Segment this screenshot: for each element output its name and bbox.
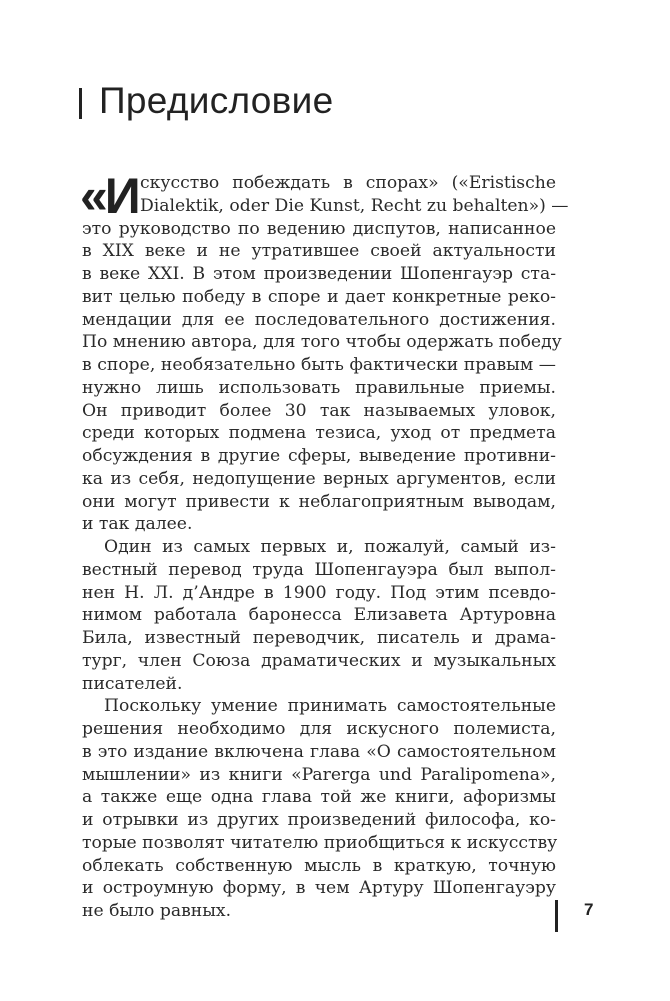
text-line: Он приводит более 30 так называемых уловок,: [82, 400, 556, 421]
text-line: в XIX веке и не утратившее своей актуальности: [82, 241, 556, 262]
text-line: облекать собственную мысль в краткую, точную: [82, 855, 556, 876]
text-line: в споре, необязательно быть фактически правым —: [82, 355, 556, 375]
text-line: Один из самых первых и, пожалуй, самый из-: [104, 537, 556, 557]
text-line: Dialektik, oder Die Kunst, Recht zu behalten») —: [140, 195, 569, 216]
page-title: Предисловие: [99, 80, 334, 121]
text-line: среди которых подмена тезиса, уход от предмета: [82, 423, 556, 444]
text-line: Поскольку умение принимать самостоятельные: [104, 696, 556, 717]
text-line: нимом работала баронесса Елизавета Артуровна: [82, 605, 556, 626]
text-line: обсуждения в другие сферы, выведение противни-: [82, 446, 556, 466]
text-line: в это издание включена глава «О самостоятельном: [82, 741, 556, 762]
text-line: писателей.: [82, 673, 183, 694]
text-line: По мнению автора, для того чтобы одержать победу: [82, 332, 562, 353]
text-line: вестный перевод труда Шопенгауэра был выпол-: [82, 559, 556, 580]
text-line: они могут привести к неблагоприятным выводам,: [82, 491, 556, 512]
text-line: и остроумную форму, в чем Артуру Шопенгауэру: [82, 878, 556, 899]
text-line: торые позволят читателю приобщиться к искусству: [82, 832, 558, 853]
text-line: в веке XXI. В этом произведении Шопенгауэр ста-: [82, 264, 556, 284]
text-line: решения необходимо для искусного полемиста,: [82, 719, 556, 739]
text-line: нен Н. Л. д’Андре в 1900 году. Под этим псевдо-: [82, 582, 556, 603]
text-line: Била, известный переводчик, писатель и драма-: [82, 628, 556, 648]
page-number: 7: [584, 900, 594, 919]
text-line: мендации для ее последовательного достижения.: [82, 309, 556, 330]
text-line: не было равных.: [82, 901, 232, 921]
text-line: и так далее.: [82, 514, 193, 535]
text-line: мышлении» из книги «Parerga und Paralipomena»,: [82, 764, 556, 785]
text-line: это руководство по ведению диспутов, написанное: [82, 218, 556, 239]
drop-cap: «И: [80, 168, 138, 224]
text-line: а также еще одна глава той же книги, афоризмы: [82, 787, 556, 808]
text-line: ка из себя, недопущение верных аргументов, если: [82, 468, 556, 489]
page-number-bar: [555, 900, 558, 932]
text-line: вит целью победу в споре и дает конкретные реко-: [82, 286, 556, 307]
text-line: и отрывки из других произведений философа, ко-: [82, 810, 556, 830]
body-text: [80, 168, 569, 923]
text-line: тург, член Союза драматических и музыкальных: [82, 650, 556, 671]
title-bar-decoration: [79, 88, 82, 119]
text-line: нужно лишь использовать правильные приемы.: [82, 377, 556, 398]
text-line: скусство побеждать в спорах» («Eristische: [140, 173, 556, 193]
